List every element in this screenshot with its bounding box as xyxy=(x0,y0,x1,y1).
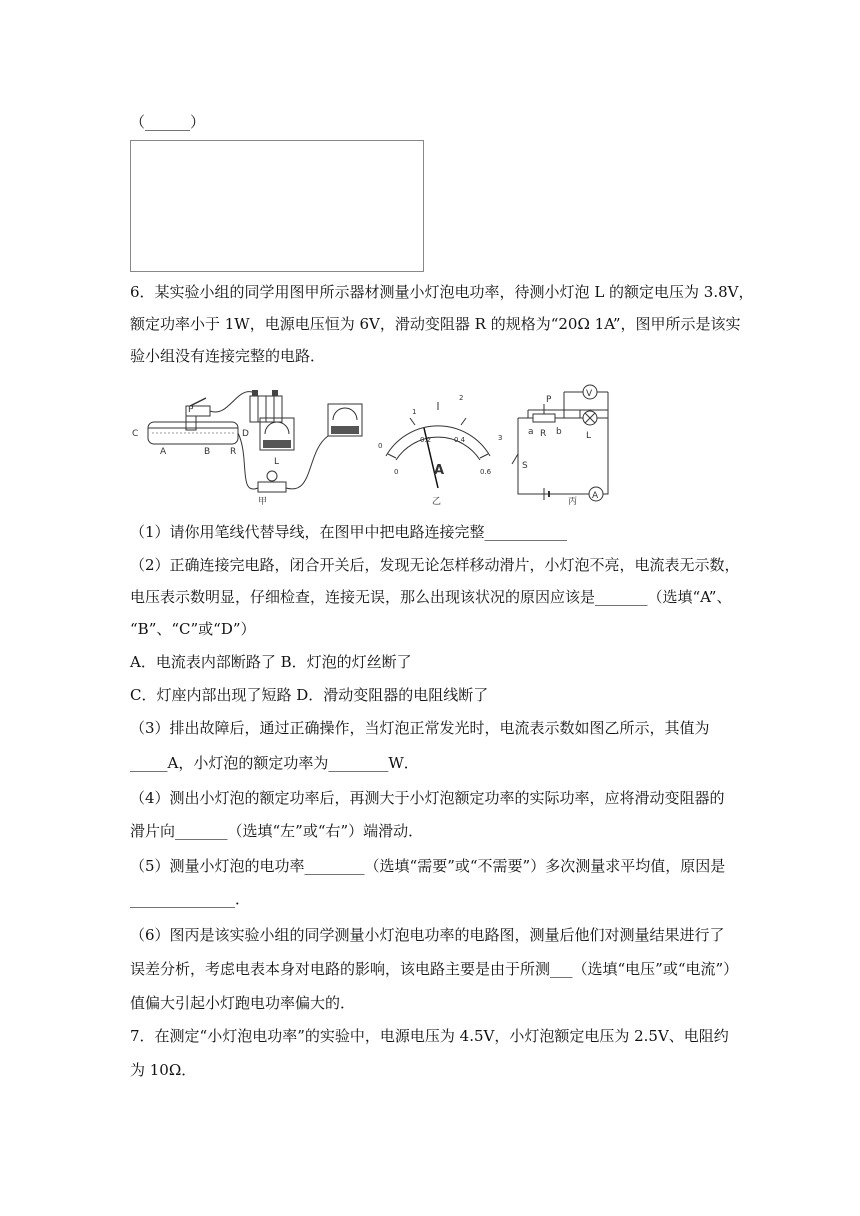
q6-part6-line-1: （6）图丙是该实验小组的同学测量小灯泡电功率的电路图，测量后他们对测量结果进行了 xyxy=(130,926,725,944)
label-B: B xyxy=(204,447,211,457)
scale-bottom-2: 0.4 xyxy=(454,436,466,444)
q7-line-2: 为 10Ω． xyxy=(130,1061,197,1079)
q6-option-cd: C．灯座内部出现了短路 D．滑动变阻器的电阻线断了 xyxy=(130,686,489,704)
scale-bottom-3: 0.6 xyxy=(480,468,492,476)
label-R: R xyxy=(230,447,237,457)
label-V: V xyxy=(586,389,593,399)
label-bing: 丙 xyxy=(568,497,578,507)
scale-top-1: 1 xyxy=(412,408,417,416)
label-jia: 甲 xyxy=(258,497,268,507)
q6-part5-line-1: （5）测量小灯泡的电功率________（选填“需要”或“不需要”）多次测量求平均值，原因是 xyxy=(130,857,726,875)
scale-top-2: 2 xyxy=(459,394,464,402)
circuit-figure xyxy=(128,378,618,508)
label-D: D xyxy=(242,429,249,439)
q6-part3-line-1: （3）排出故障后，通过正确操作，当灯泡正常发光时，电流表示数如图乙所示，其值为 xyxy=(130,719,710,737)
circuit-diagram-bing xyxy=(512,385,608,507)
q6-part2-line-1: （2）正确连接完电路，闭合开关后，发现无论怎样移动滑片，小灯泡不亮，电流表无示数， xyxy=(130,556,740,574)
label-A: A xyxy=(160,447,167,457)
label-R-bing: R xyxy=(540,429,547,439)
answer-box xyxy=(130,140,424,272)
q7-line-1: 7．在测定“小灯泡电功率”的实验中，电源电压为 4.5V，小灯泡额定电压为 2.5V、电阻约 xyxy=(130,1027,729,1045)
q6-line-3: 验小组没有连接完整的电路． xyxy=(130,347,326,365)
q6-part5-line-2: ______________． xyxy=(130,890,251,908)
label-ammeter: A xyxy=(434,463,445,478)
label-L: L xyxy=(274,457,280,467)
label-ammeter-bing: A xyxy=(592,491,599,501)
q6-line-2: 额定功率小于 1W，电源电压恒为 6V，滑动变阻器 R 的规格为“20Ω 1A”，图甲所示是该实 xyxy=(130,315,741,333)
ammeter-dial-yi xyxy=(378,394,502,507)
scale-bottom-0: 0 xyxy=(394,468,399,476)
q6-part6-line-3: 值偏大引起小灯跑电功率偏大的． xyxy=(130,994,356,1012)
answer-blank: （______） xyxy=(130,113,206,131)
q6-option-ab: A．电流表内部断路了 B．灯泡的灯丝断了 xyxy=(130,653,412,671)
q6-part6-line-2: 误差分析，考虑电表本身对电路的影响，该电路主要是由于所测___（选填“电压”或“电流”） xyxy=(130,960,739,978)
label-L-bing: L xyxy=(586,431,592,441)
q6-part1: （1）请你用笔线代替导线，在图甲中把电路连接完整___________ xyxy=(130,523,568,541)
q6-part4-line-2: 滑片向_______（选填“左”或“右”）端滑动． xyxy=(130,822,424,840)
apparatus-jia xyxy=(132,390,362,507)
label-yi: 乙 xyxy=(432,497,442,507)
q6-part2-line-2: 电压表示数明显，仔细检查，连接无误，那么出现该状况的原因应该是_______（选填“A”、 xyxy=(130,588,732,606)
label-b: b xyxy=(556,427,562,437)
label-C: C xyxy=(132,429,139,439)
label-P: P xyxy=(188,405,194,415)
label-P-bing: P xyxy=(546,395,552,405)
scale-top-0: 0 xyxy=(378,442,383,450)
q6-part4-line-1: （4）测出小灯泡的额定功率后，再测大于小灯泡额定功率的实际功率，应将滑动变阻器的 xyxy=(130,789,725,807)
q6-line-1: 6．某实验小组的同学用图甲所示器材测量小灯泡电功率，待测小灯泡 L 的额定电压为 3.8V， xyxy=(130,283,754,301)
scale-top-3: 3 xyxy=(498,434,503,442)
q6-part2-line-3: “B”、“C”或“D”） xyxy=(130,620,256,638)
scale-bottom-1: 0.2 xyxy=(420,436,432,444)
label-S: S xyxy=(522,461,528,471)
q6-part3-line-2: _____A，小灯泡的额定功率为________W． xyxy=(130,754,419,772)
label-a: a xyxy=(528,427,534,437)
